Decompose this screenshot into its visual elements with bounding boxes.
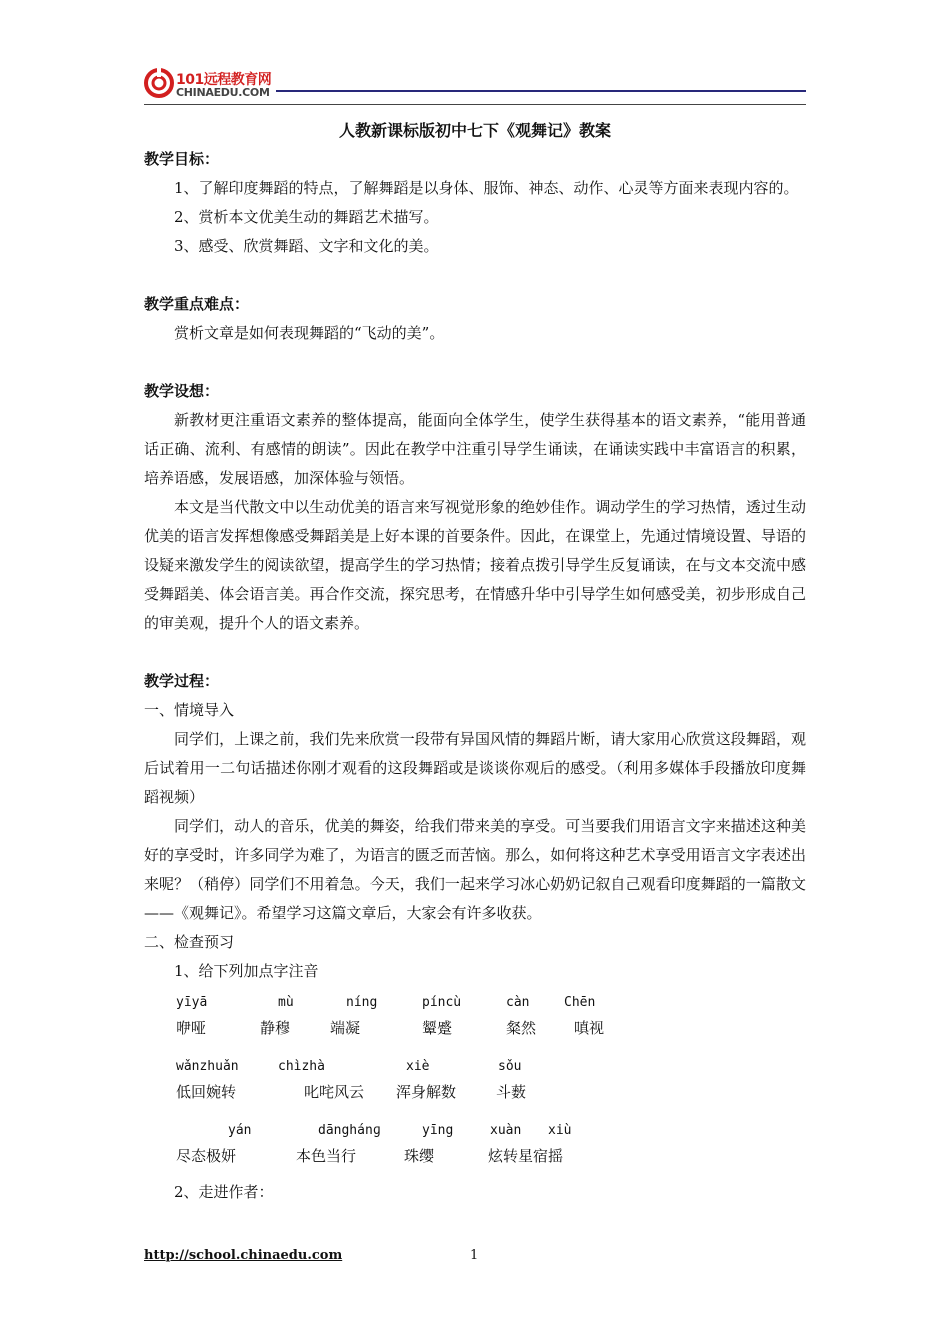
- logo-text-bottom: CHINAEDU.COM: [176, 86, 270, 99]
- word: 低回婉转: [176, 1083, 237, 1101]
- step-heading: 一、情境导入: [144, 701, 235, 719]
- exercise-heading: 1、给下列加点字注音: [174, 962, 319, 980]
- word: 静穆: [260, 1019, 291, 1037]
- step-paragraph: 同学们，动人的音乐，优美的舞姿，给我们带来美的享受。可当要我们用语言文字来描述这种美好的享受时，许多同学为难了，为语言的匮乏而苦恼。那么，如何将这种艺术享受用语言文字表述出来呢？（稍停）同学们不用着急。今天，我们一起来学习冰心奶奶记叙自己观看印度舞蹈的一篇散文——《观舞记》。希望学习这篇文章后，大家会有许多收获。: [144, 817, 806, 922]
- footer-link[interactable]: http://school.chinaedu.com: [144, 1248, 343, 1263]
- pinyin: yīng: [422, 1123, 454, 1138]
- goals-heading: 教学目标：: [144, 150, 220, 168]
- process-heading: 教学过程：: [144, 672, 220, 690]
- word: 斗薮: [496, 1083, 527, 1101]
- pinyin: sǒu: [498, 1059, 522, 1074]
- word: 颦蹙: [422, 1019, 453, 1037]
- word: 叱咤风云: [304, 1083, 365, 1101]
- document-body: [144, 112, 806, 1207]
- word: 粲然: [506, 1019, 537, 1037]
- step-paragraph: 同学们，上课之前，我们先来欣赏一段带有异国风情的舞蹈片断，请大家用心欣赏这段舞蹈，观后试着用一二句话描述你刚才观看的这段舞蹈或是谈谈你观后的感受。（利用多媒体手段播放印度舞蹈视频）: [144, 730, 806, 806]
- pinyin: yán: [228, 1123, 252, 1138]
- pinyin-row: [144, 1114, 806, 1142]
- pinyin: chìzhà: [278, 1059, 325, 1074]
- keypoints-text: 赏析文章是如何表现舞蹈的“飞动的美”。: [174, 324, 445, 342]
- pinyin: níng: [346, 995, 378, 1010]
- words-row: [144, 1014, 806, 1050]
- design-paragraph: 本文是当代散文中以生动优美的语言来写视觉形象的绝妙佳作。调动学生的学习热情，透过生动优美的语言发挥想像感受舞蹈美是上好本课的首要条件。因此，在课堂上，先通过情境设置、导语的设疑来激发学生的阅读欲望，提高学生的学习热情；接着点拨引导学生反复诵读，在与文本交流中感受舞蹈美、体会语言美。再合作交流，探究思考，在情感升华中引导学生如何感受美，初步形成自己的审美观，提升个人的语文素养。: [144, 498, 806, 632]
- keypoints-heading: 教学重点难点：: [144, 295, 250, 313]
- chinaedu-logo-icon: [144, 68, 174, 98]
- word: 端凝: [330, 1019, 361, 1037]
- header-rule-blue: [276, 90, 806, 92]
- word: 嗔视: [574, 1019, 605, 1037]
- goal-item: 2、赏析本文优美生动的舞蹈艺术描写。: [174, 208, 439, 226]
- pinyin: wǎnzhuǎn: [176, 1059, 239, 1074]
- pinyin: dānghánɡ: [318, 1123, 381, 1138]
- design-paragraph: 新教材更注重语文素养的整体提高，能面向全体学生，使学生获得基本的语文素养，“能用普通话正确、流利、有感情的朗读”。因此在教学中注重引导学生诵读，在诵读实践中丰富语言的积累，培养语感，发展语感，加深体验与领悟。: [144, 411, 806, 487]
- pinyin: xiè: [406, 1059, 430, 1074]
- page-header: [144, 66, 806, 106]
- pinyin: xiù: [548, 1123, 572, 1138]
- design-heading: 教学设想：: [144, 382, 220, 400]
- pinyin: càn: [506, 995, 530, 1010]
- goal-item: 3、感受、欣赏舞蹈、文字和文化的美。: [174, 237, 439, 255]
- pinyin: Chēn: [564, 995, 596, 1010]
- word: 咿哑: [176, 1019, 207, 1037]
- header-rule: [144, 104, 806, 105]
- word: 浑身解数: [396, 1083, 457, 1101]
- pinyin: píncù: [422, 995, 462, 1010]
- words-row: [144, 1078, 806, 1114]
- word: 尽态极妍: [176, 1147, 237, 1165]
- logo-text-top: 101远程教育网: [176, 72, 272, 88]
- document-title: 人教新课标版初中七下《观舞记》教案: [338, 121, 611, 140]
- word: 本色当行: [296, 1147, 357, 1165]
- pinyin-row: [144, 986, 806, 1014]
- words-row: [144, 1142, 806, 1178]
- word: 珠缨: [404, 1147, 435, 1165]
- word: 炫转星宿摇: [488, 1147, 564, 1165]
- page-number: 1: [470, 1248, 479, 1263]
- pinyin: yīyā: [176, 995, 208, 1010]
- step-heading: 二、检查预习: [144, 933, 235, 951]
- pinyin: mù: [278, 995, 294, 1010]
- exercise-heading: 2、走进作者：: [174, 1183, 274, 1201]
- pinyin-row: [144, 1050, 806, 1078]
- pinyin: xuàn: [490, 1123, 522, 1138]
- goal-item: 1、了解印度舞蹈的特点，了解舞蹈是以身体、服饰、神态、动作、心灵等方面来表现内容的。: [174, 179, 799, 197]
